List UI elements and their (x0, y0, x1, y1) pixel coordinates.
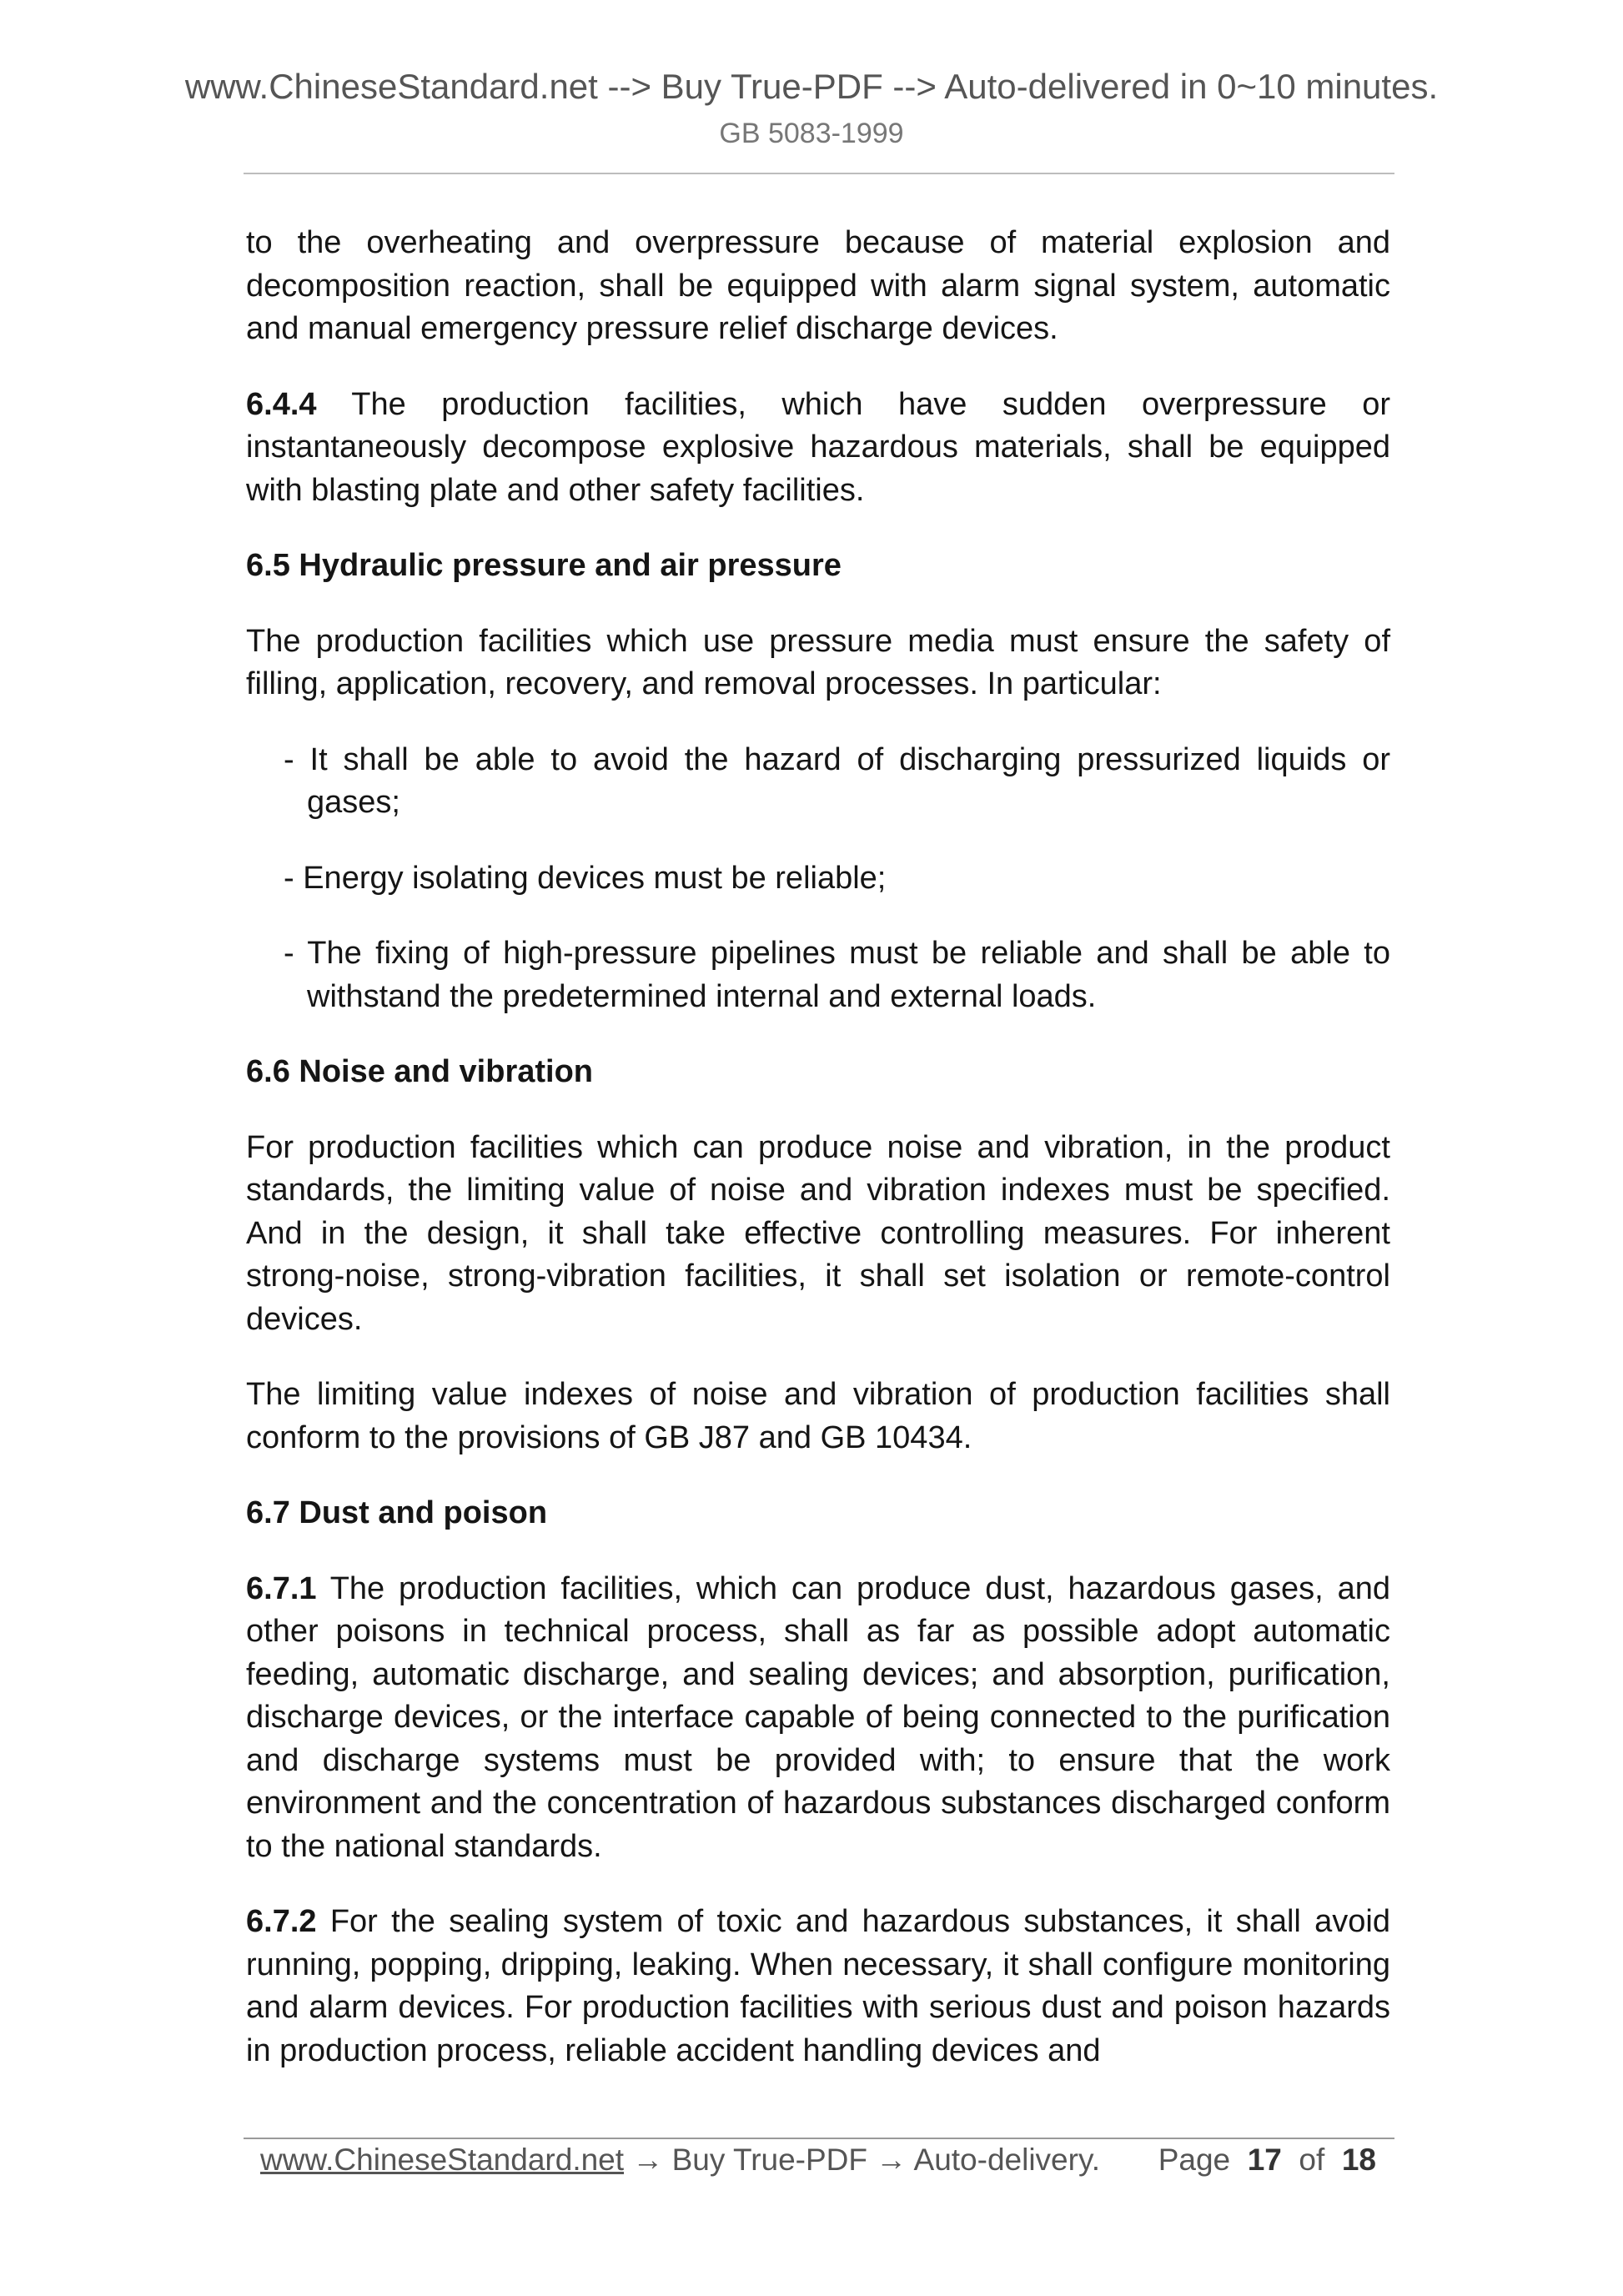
page-current: 17 (1247, 2143, 1282, 2177)
list-item: - It shall be able to avoid the hazard of discharging pressurized liquids or gases; (284, 741, 1390, 820)
paragraph-6-6-a: For production facilities which can produce noise and vibration, in the product standards, the limiting value of noise and vibration indexes must be specified. And in the design, it shall take effective controlling measures. For inherent strong-noise, strong-vibration facilities, it shall set isolation or remote-control devices. (246, 1129, 1390, 1337)
clause-text: For the sealing system of toxic and hazardous substances, it shall avoid running, popping, dripping, leaking. When necessary, it shall configure monitoring and alarm devices. For production facilities with serious dust and poison hazards in production process, reliable accident handling devices and (246, 1904, 1390, 2068)
section-heading-6-5: 6.5 Hydraulic pressure and air pressure (246, 548, 842, 583)
header-divider (244, 173, 1394, 174)
header-banner: www.ChineseStandard.net --> Buy True-PDF --> Auto-delivered in 0~10 minutes. (184, 67, 1439, 106)
clause-number: 6.7.1 (246, 1570, 317, 1606)
clause-6-7-1 (246, 1568, 1390, 1869)
page-footer (260, 2137, 1386, 2183)
footer-text: → Buy True-PDF → Auto-delivery. (624, 2143, 1100, 2177)
clause-6-4-4 (246, 384, 1390, 513)
page-word: Page (1158, 2143, 1231, 2177)
clause-text: The production facilities, which have sudden overpressure or instantaneously decompose explosive hazardous materials, shall be equipped with blasting plate and other safety facilities. (246, 386, 1390, 508)
document-id: GB 5083-1999 (719, 118, 904, 149)
section-heading-6-7: 6.7 Dust and poison (246, 1495, 548, 1530)
list-item: - The fixing of high-pressure pipelines must be reliable and shall be able to withstand the predetermined internal and external loads. (284, 936, 1390, 1014)
clause-6-7-2 (246, 1901, 1390, 2072)
page-number (1158, 2137, 1376, 2183)
footer-site-link[interactable]: www.ChineseStandard.net (260, 2143, 625, 2177)
paragraph-continuation: to the overheating and overpressure because of material explosion and decomposition reaction, shall be equipped with alarm signal system, automatic and manual emergency pressure relief discharge devices. (246, 225, 1390, 346)
section-heading-6-6: 6.6 Noise and vibration (246, 1054, 593, 1089)
document-body (246, 222, 1390, 2105)
paragraph-6-6-b: The limiting value indexes of noise and vibration of production facilities shall conform to the provisions of GB J87 and GB 10434. (246, 1377, 1390, 1455)
clause-number: 6.4.4 (246, 386, 317, 422)
list-item: - Energy isolating devices must be reliable; (284, 860, 887, 896)
page-total: 18 (1341, 2143, 1376, 2177)
clause-text: The production facilities, which can produce dust, hazardous gases, and other poisons in technical process, shall as far as possible adopt automatic feeding, automatic discharge, and sealing devices; and absorption, purification, discharge devices, or the interface capable of being connected to the purification and discharge systems must be provided with; to ensure that the work environment and the concentration of hazardous substances discharged conform to the national standards. (246, 1570, 1390, 1864)
paragraph-6-5: The production facilities which use pressure media must ensure the safety of filling, application, recovery, and removal processes. In particular: (246, 623, 1390, 701)
page-of: of (1299, 2143, 1325, 2177)
clause-number: 6.7.2 (246, 1904, 317, 1939)
